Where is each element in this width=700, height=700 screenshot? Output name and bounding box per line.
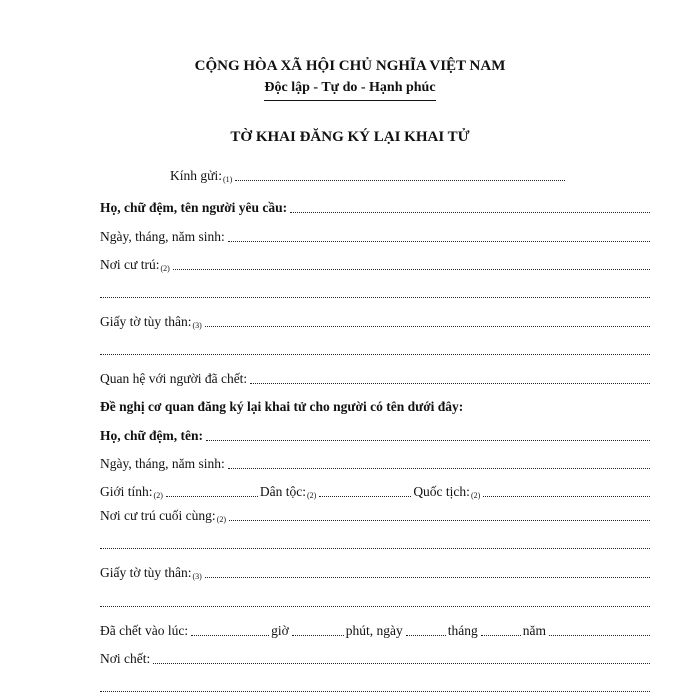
death-place-field[interactable] [153, 662, 650, 664]
minute-label: phút, ngày [345, 623, 403, 638]
deceased-id-line-2[interactable] [100, 605, 650, 607]
requester-id-note: (3) [192, 321, 202, 330]
requester-id-label: Giấy tờ tùy thân: [100, 314, 192, 329]
nationality-field[interactable] [483, 495, 650, 497]
nation-header: CỘNG HÒA XÃ HỘI CHỦ NGHĨA VIỆT NAM [194, 58, 506, 74]
deceased-id-note: (3) [192, 572, 202, 581]
deceased-name-field[interactable] [206, 439, 650, 441]
month-field[interactable] [481, 634, 521, 636]
deceased-id-label: Giấy tờ tùy thân: [100, 565, 192, 580]
deceased-name-row [100, 426, 650, 444]
requester-residence-note: (2) [160, 264, 170, 273]
last-residence-note: (2) [216, 515, 227, 524]
motto-text: Độc lập - Tự do - Hạnh phúc [264, 80, 435, 101]
requester-id-field[interactable] [205, 325, 650, 327]
request-statement-text: Đề nghị cơ quan đăng ký lại khai tử cho người có tên dưới đây: [100, 399, 464, 414]
deceased-id-field[interactable] [205, 576, 650, 578]
death-place-row [100, 649, 650, 667]
requester-residence-field[interactable] [173, 268, 650, 270]
death-time-row [100, 621, 650, 639]
nationality-label: Quốc tịch: [413, 484, 470, 499]
requester-dob-row [100, 227, 650, 245]
ethnicity-label: Dân tộc: [259, 484, 306, 499]
requester-id-line-2[interactable] [100, 353, 650, 355]
last-residence-label: Nơi cư trú cuối cùng: [100, 508, 216, 523]
recipient-note: (1) [222, 175, 233, 184]
last-residence-field[interactable] [229, 519, 650, 521]
recipient-field[interactable] [235, 179, 565, 181]
form-title: TỜ KHAI ĐĂNG KÝ LẠI KHAI TỬ [230, 129, 470, 145]
day-field[interactable] [406, 634, 446, 636]
requester-name-row [100, 198, 650, 216]
death-place-line-2[interactable] [100, 690, 650, 692]
requester-name-field[interactable] [290, 211, 650, 213]
recipient-label: Kính gửi: [170, 168, 222, 183]
gender-field[interactable] [166, 495, 258, 497]
nationality-note: (2) [470, 491, 481, 500]
death-time-label: Đã chết vào lúc: [100, 623, 189, 638]
death-place-label: Nơi chết: [100, 651, 151, 666]
deceased-dob-field[interactable] [228, 467, 650, 469]
relation-label: Quan hệ với người đã chết: [100, 371, 248, 386]
deceased-dob-row [100, 454, 650, 472]
year-field[interactable] [549, 634, 650, 636]
year-label: năm [522, 623, 546, 638]
ethnicity-note: (2) [306, 491, 317, 500]
requester-id-row [100, 312, 650, 330]
minute-field[interactable] [292, 634, 344, 636]
relation-row [100, 369, 650, 387]
recipient-row [170, 166, 565, 184]
deceased-gender-row [100, 482, 650, 500]
deceased-name-label: Họ, chữ đệm, tên: [100, 428, 203, 443]
hour-label: giờ [271, 623, 289, 638]
motto [0, 80, 700, 101]
requester-residence-label: Nơi cư trú: [100, 257, 160, 272]
deceased-dob-label: Ngày, tháng, năm sinh: [100, 456, 225, 471]
gender-label: Giới tính: [100, 484, 153, 499]
request-statement [100, 397, 650, 415]
requester-name-label: Họ, chữ đệm, tên người yêu cầu: [100, 200, 288, 215]
hour-field[interactable] [191, 634, 269, 636]
relation-field[interactable] [250, 382, 650, 384]
gender-note: (2) [153, 491, 163, 500]
last-residence-row [100, 506, 650, 524]
requester-residence-row [100, 255, 650, 273]
last-residence-line-2[interactable] [100, 547, 650, 549]
requester-dob-label: Ngày, tháng, năm sinh: [100, 229, 225, 244]
deceased-id-row [100, 563, 650, 581]
month-label: tháng [447, 623, 478, 638]
requester-residence-line-2[interactable] [100, 296, 650, 298]
ethnicity-field[interactable] [319, 495, 411, 497]
requester-dob-field[interactable] [228, 240, 650, 242]
